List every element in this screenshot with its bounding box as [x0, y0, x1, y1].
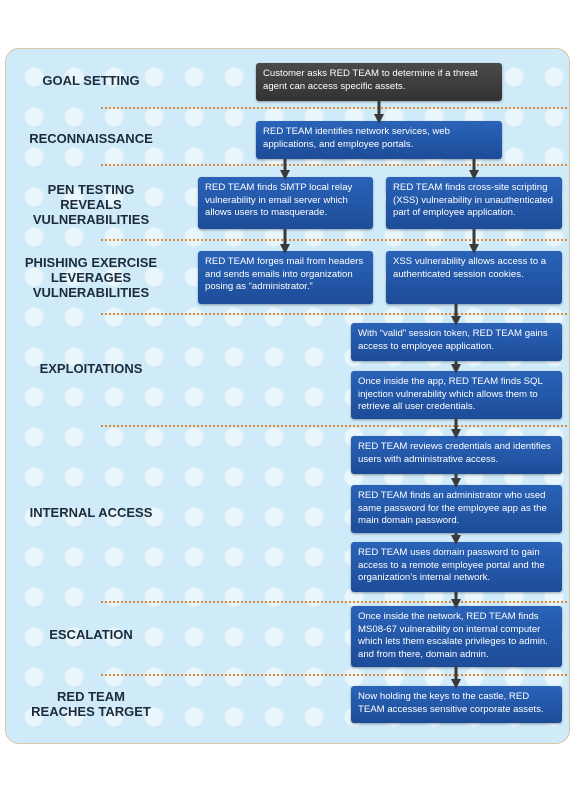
- box-sql-injection: Once inside the app, RED TEAM finds SQL injection vulnerability which allows them to retrieve all user credentials.: [351, 371, 562, 419]
- stage-red-team-reaches-target: RED TEAM REACHES TARGET: [31, 689, 151, 719]
- box-valid-token: With “valid” session token, RED TEAM gains access to employee application.: [351, 323, 562, 361]
- stage-goal-setting: GOAL SETTING: [42, 73, 140, 88]
- box-keys-to-castle: Now holding the keys to the castle, RED TEAM accesses sensitive corporate assets.: [351, 686, 562, 723]
- box-domain-password: RED TEAM uses domain password to gain access to a remote employee portal and the organization’s internal network.: [351, 542, 562, 592]
- box-admin-password: RED TEAM finds an administrator who used same password for the employee app as the main domain password.: [351, 485, 562, 533]
- box-customer-request: Customer asks RED TEAM to determine if a threat agent can access specific assets.: [256, 63, 502, 101]
- stage-reconnaissance: RECONNAISSANCE: [29, 131, 153, 146]
- diagram-frame: [5, 48, 570, 744]
- stage-exploitations: EXPLOITATIONS: [39, 361, 143, 376]
- stage-escalation: ESCALATION: [49, 627, 133, 642]
- stage-pen-testing: PEN TESTING REVEALS VULNERABILITIES: [32, 182, 150, 227]
- box-forge-mail: RED TEAM forges mail from headers and sends emails into organization posing as “administrator.”: [198, 251, 373, 304]
- flow-arrows: [6, 49, 570, 744]
- box-xss-session: XSS vulnerability allows access to a authenticated session cookies.: [386, 251, 562, 304]
- box-smtp-relay: RED TEAM finds SMTP local relay vulnerability in email server which allows users to masquerade.: [198, 177, 373, 229]
- box-identify-services: RED TEAM identifies network services, web applications, and employee portals.: [256, 121, 502, 159]
- box-xss-finding: RED TEAM finds cross-site scripting (XSS) vulnerability in unauthenticated part of employee application.: [386, 177, 562, 229]
- stage-phishing-exercise: PHISHING EXERCISE LEVERAGES VULNERABILITIES: [24, 255, 158, 300]
- box-ms08-67: Once inside the network, RED TEAM finds MS08-67 vulnerability on internal computer which lets them escalate privileges to admin. and from there, domain admin.: [351, 606, 562, 667]
- box-review-credentials: RED TEAM reviews credentials and identifies users with administrative access.: [351, 436, 562, 474]
- stage-internal-access: INTERNAL ACCESS: [29, 505, 153, 520]
